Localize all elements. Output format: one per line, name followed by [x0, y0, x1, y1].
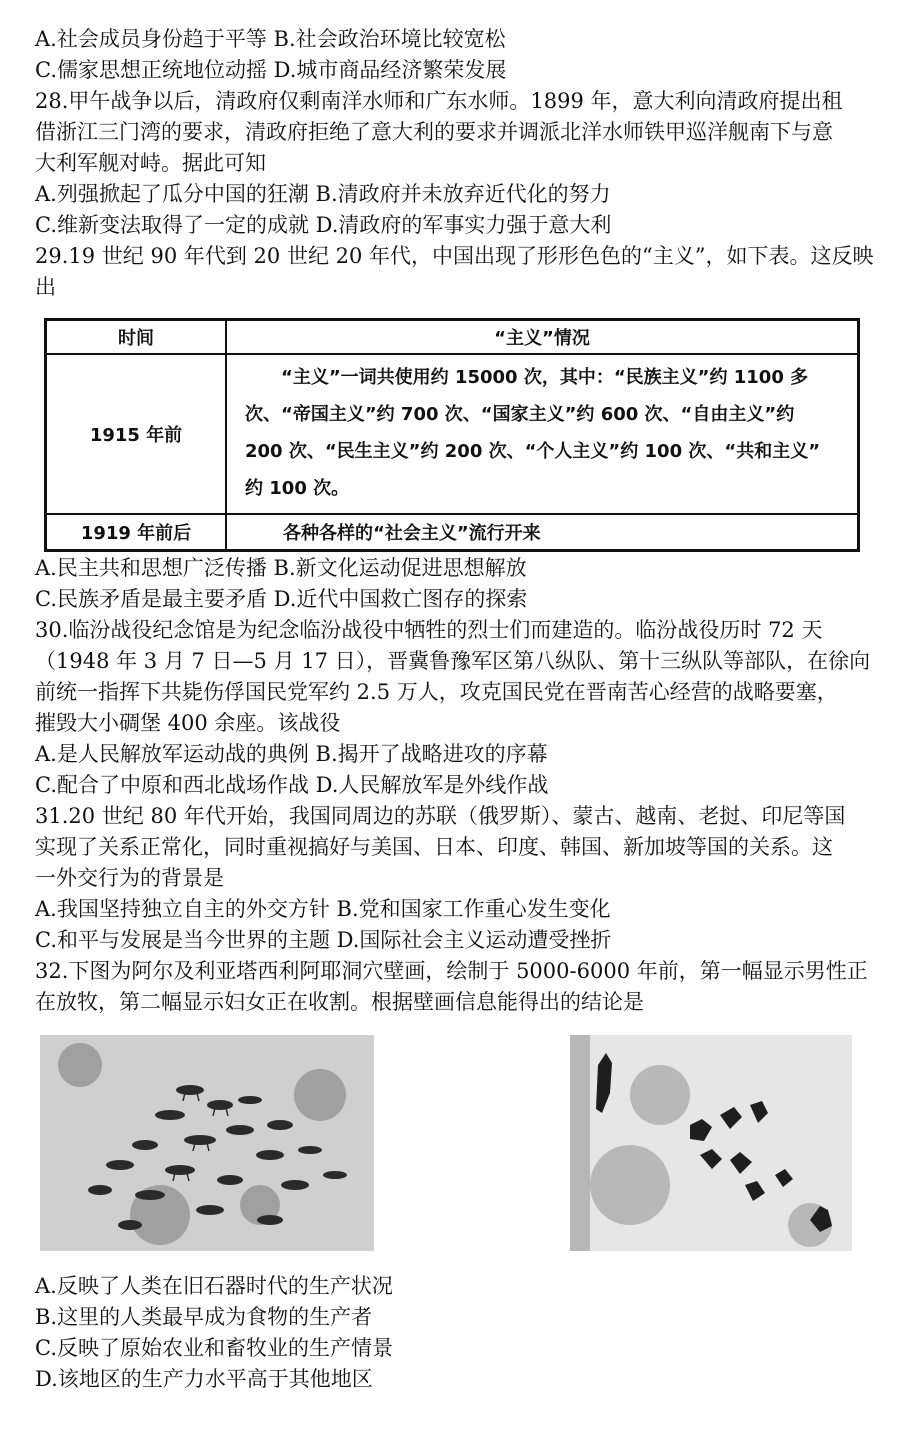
- q28-stem-line: 28.甲午战争以后，清政府仅剩南洋水师和广东水师。1899 年，意大利向清政府提出租: [35, 89, 843, 113]
- q29-stem-line: 出: [35, 275, 56, 299]
- q29-option-cd: C.民族矛盾是最主要矛盾 D.近代中国救亡图存的探索: [35, 587, 528, 611]
- q31-stem-line: 31.20 世纪 80 年代开始，我国同周边的苏联（俄罗斯）、蒙古、越南、老挝、印尼等国: [35, 804, 846, 828]
- table-header-situation: “主义”情况: [226, 320, 859, 355]
- q32-option-d: D.该地区的生产力水平高于其他地区: [35, 1367, 373, 1391]
- table-cell-line: 200 次、“民生主义”约 200 次、“个人主义”约 100 次、“共和主义”: [245, 441, 821, 462]
- q27-option-cd: C.儒家思想正统地位动摇 D.城市商品经济繁荣发展: [35, 58, 507, 82]
- table-cell-time: 1915 年前: [46, 354, 227, 514]
- table-row: [46, 514, 859, 551]
- q32-option-c: C.反映了原始农业和畜牧业的生产情景: [35, 1336, 393, 1360]
- q30-stem-line: （1948 年 3 月 7 日—5 月 17 日），晋冀鲁豫军区第八纵队、第十三纵队等部队，在徐向: [35, 649, 871, 673]
- zhuyi-table: [44, 318, 860, 552]
- mural-herding-image: [40, 1035, 374, 1251]
- table-cell-situation: 各种各样的“社会主义”流行开来: [226, 514, 859, 551]
- table-row: [46, 354, 859, 514]
- q30-option-cd: C.配合了中原和西北战场作战 D.人民解放军是外线作战: [35, 773, 549, 797]
- q32-option-b: B.这里的人类最早成为食物的生产者: [35, 1305, 373, 1329]
- q30-stem-line: 摧毁大小碉堡 400 余座。该战役: [35, 711, 341, 735]
- q28-option-ab: A.列强掀起了瓜分中国的狂潮 B.清政府并未放弃近代化的努力: [35, 182, 611, 206]
- table-cell-time: 1919 年前后: [46, 514, 227, 551]
- q29-option-ab: A.民主共和思想广泛传播 B.新文化运动促进思想解放: [35, 556, 527, 580]
- q31-stem-line: 一外交行为的背景是: [35, 866, 224, 890]
- q28-option-cd: C.维新变法取得了一定的成就 D.清政府的军事实力强于意大利: [35, 213, 612, 237]
- mural-harvesting-image: [570, 1035, 852, 1251]
- q27-option-ab: A.社会成员身份趋于平等 B.社会政治环境比较宽松: [35, 27, 506, 51]
- q30-stem-line: 30.临汾战役纪念馆是为纪念临汾战役中牺牲的烈士们而建造的。临汾战役历时 72 天: [35, 618, 823, 642]
- q31-option-cd: C.和平与发展是当今世界的主题 D.国际社会主义运动遭受挫折: [35, 928, 612, 952]
- q30-stem-line: 前统一指挥下共毙伤俘国民党军约 2.5 万人，攻克国民党在晋南苦心经营的战略要塞，: [35, 680, 838, 704]
- q32-stem-line: 在放牧，第二幅显示妇女正在收割。根据壁画信息能得出的结论是: [35, 990, 644, 1014]
- q31-stem-line: 实现了关系正常化，同时重视搞好与美国、日本、印度、韩国、新加坡等国的关系。这: [35, 835, 833, 859]
- table-cell-situation: [226, 354, 859, 514]
- q32-option-a: A.反映了人类在旧石器时代的生产状况: [35, 1274, 393, 1298]
- q31-option-ab: A.我国坚持独立自主的外交方针 B.党和国家工作重心发生变化: [35, 897, 611, 921]
- table-header-row: [46, 320, 859, 355]
- q28-stem-line: 大利军舰对峙。据此可知: [35, 151, 266, 175]
- table-header-time: 时间: [46, 320, 227, 355]
- q32-stem-line: 32.下图为阿尔及利亚塔西利阿耶洞穴壁画，绘制于 5000-6000 年前，第一幅显示男性正: [35, 959, 868, 983]
- q29-stem-line: 29.19 世纪 90 年代到 20 世纪 20 年代，中国出现了形形色色的“主义”，如下表。这反映: [35, 244, 874, 268]
- q30-option-ab: A.是人民解放军运动战的典例 B.揭开了战略进攻的序幕: [35, 742, 548, 766]
- table-cell-line: 约 100 次。: [245, 478, 350, 499]
- table-cell-line: “主义”一词共使用约 15000 次，其中：“民族主义”约 1100 多: [281, 367, 809, 388]
- table-cell-line: 次、“帝国主义”约 700 次、“国家主义”约 600 次、“自由主义”约: [245, 404, 795, 425]
- q28-stem-line: 借浙江三门湾的要求，清政府拒绝了意大利的要求并调派北洋水师铁甲巡洋舰南下与意: [35, 120, 833, 144]
